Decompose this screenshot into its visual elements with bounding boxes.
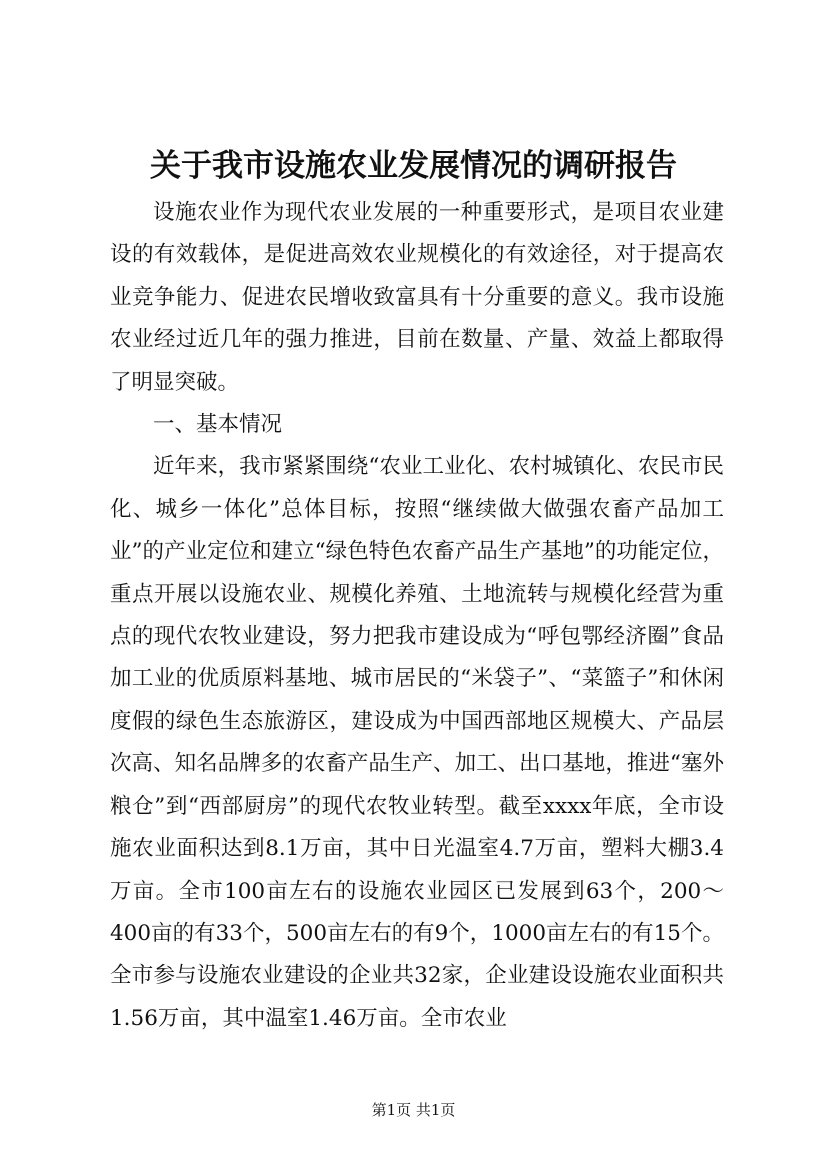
document-title: 关于我市设施农业发展情况的调研报告 (150, 148, 677, 184)
page-footer: 第1页 共1页 (371, 1101, 456, 1119)
paragraph-intro: 设施农业作为现代农业发展的一种重要形式，是项目农业建设的有效载体，是促进高效农业规模化的有效途径，对于提高农业竞争能力、促进农民增收致富具有十分重要的意义。我市设施农业经过近几年的强力推进，目前在数量、产量、效益上都取得了明显突破。 (110, 200, 724, 395)
paragraph-basic-situation: 近年来，我市紧紧围绕“农业工业化、农村城镇化、农民市民化、城乡一体化”总体目标，按照“继续做大做强农畜产品加工业”的产业定位和建立“绿色特色农畜产品生产基地”的功能定位，重点开展以设施农业、规模化养殖、土地流转与规模化经营为重点的现代农牧业建设，努力把我市建设成为“呼包鄂经济圈”食品加工业的优质原料基地、城市居民的“米袋子”、“菜篮子”和休闲度假的绿色生态旅游区，建设成为中国西部地区规模大、产品层次高、知名品牌多的农畜产品生产、加工、出口基地，推进“塞外粮仓”到“西部厨房”的现代农牧业转型。截至xxxx年底，全市设施农业面积达到8.1万亩，其中日光温室4.7万亩，塑料大棚3.4万亩。全市100亩左右的设施农业园区已发展到63个，200～400亩的有33个，500亩左右的有9个，1000亩左右的有15个。全市参与设施农业建设的企业共32家，企业建设设施农业面积共1.56万亩，其中温室1.46万亩。全市农业 (110, 454, 724, 1031)
section-heading-basic-situation: 一、基本情况 (153, 412, 283, 438)
document-body (110, 192, 724, 1040)
